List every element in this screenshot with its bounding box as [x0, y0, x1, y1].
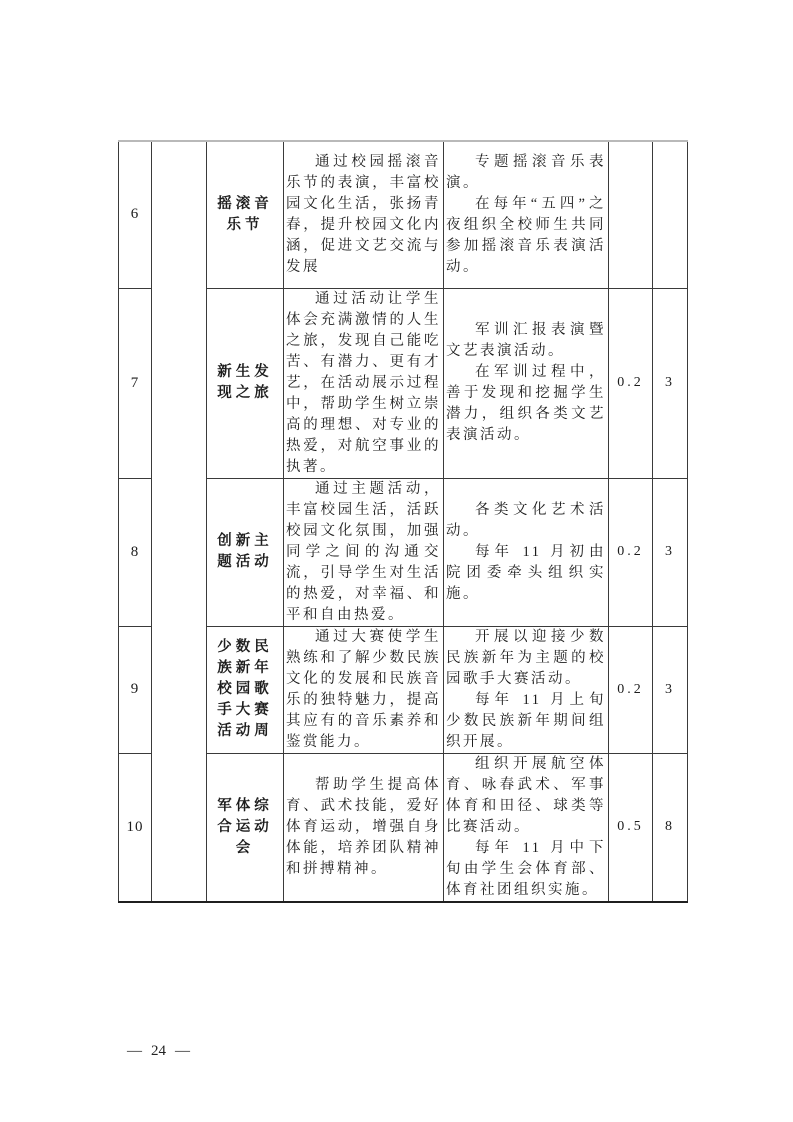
activity-name-cell: 创新主题活动 — [207, 478, 284, 626]
description-cell — [284, 288, 444, 478]
implementation-paragraph: 每年 11 月上旬少数民族新年期间组织开展。 — [446, 691, 606, 750]
page-number: 24 — [151, 1043, 166, 1059]
row-number-cell: 9 — [119, 626, 152, 753]
implementation-cell — [444, 288, 609, 478]
row-number-cell: 10 — [119, 753, 152, 902]
implementation-paragraph: 各类文化艺术活动。 — [446, 501, 606, 539]
implementation-paragraph: 专题摇滚音乐表演。 — [446, 153, 606, 191]
numeric-col-1-cell: 0.5 — [609, 753, 653, 902]
implementation-paragraph: 每年 11 月中下旬由学生会体育部、体育社团组织实施。 — [446, 839, 606, 898]
numeric-col-1-cell: 0.2 — [609, 478, 653, 626]
description-cell — [284, 626, 444, 753]
row-number-cell: 7 — [119, 288, 152, 478]
footer-left-dash: — — [127, 1043, 142, 1059]
page-footer — [127, 1043, 190, 1060]
activities-table — [118, 140, 688, 903]
numeric-col-1-cell: 0.2 — [609, 626, 653, 753]
footer-right-dash: — — [175, 1043, 190, 1059]
activity-name-cell: 摇滚音乐节 — [207, 141, 284, 288]
numeric-col-1-cell — [609, 141, 653, 288]
numeric-col-2-cell: 3 — [653, 626, 688, 753]
implementation-paragraph: 开展以迎接少数民族新年为主题的校园歌手大赛活动。 — [446, 628, 606, 687]
implementation-paragraph: 每年 11 月初由院团委牵头组织实施。 — [446, 543, 606, 602]
implementation-paragraph: 在每年“五四”之夜组织全校师生共同参加摇滚音乐表演活动。 — [446, 195, 606, 275]
description-cell — [284, 753, 444, 902]
activity-name-cell: 军体综合运动会 — [207, 753, 284, 902]
description-text: 帮助学生提高体育、武术技能，爱好体育运动，增强自身体能，培养团队精神和拼搏精神。 — [286, 776, 441, 877]
description-text: 通过大赛使学生熟练和了解少数民族文化的发展和民族音乐的独特魅力，提高其应有的音乐素养和鉴赏能力。 — [286, 628, 441, 750]
description-text: 通过活动让学生体会充满激情的人生之旅，发现自己能吃苦、有潜力、更有才艺，在活动展示过程中，帮助学生树立崇高的理想、对专业的热爱，对航空事业的执著。 — [286, 290, 441, 475]
row-number-cell: 8 — [119, 478, 152, 626]
activity-name-cell: 少数民族新年校园歌手大赛活动周 — [207, 626, 284, 753]
numeric-col-2-cell — [653, 141, 688, 288]
numeric-col-2-cell: 3 — [653, 478, 688, 626]
implementation-cell — [444, 753, 609, 902]
numeric-col-2-cell: 3 — [653, 288, 688, 478]
category-cell — [152, 141, 207, 902]
activity-name-cell: 新生发现之旅 — [207, 288, 284, 478]
implementation-paragraph: 组织开展航空体育、咏春武术、军事体育和田径、球类等比赛活动。 — [446, 755, 606, 835]
numeric-col-2-cell: 8 — [653, 753, 688, 902]
implementation-cell — [444, 141, 609, 288]
table-row — [119, 141, 688, 288]
description-cell — [284, 478, 444, 626]
implementation-paragraph: 军训汇报表演暨文艺表演活动。 — [446, 322, 606, 359]
description-cell — [284, 141, 444, 288]
description-text: 通过主题活动，丰富校园生活，活跃校园文化氛围，加强同学之间的沟通交流，引导学生对生活的热爱，对幸福、和平和自由热爱。 — [286, 480, 441, 623]
numeric-col-1-cell: 0.2 — [609, 288, 653, 478]
description-text: 通过校园摇滚音乐节的表演，丰富校园文化生活，张扬青春，提升校园文化内涵，促进文艺交流与发展 — [286, 153, 441, 275]
row-number-cell: 6 — [119, 141, 152, 288]
implementation-paragraph: 在军训过程中，善于发现和挖掘学生潜力，组织各类文艺表演活动。 — [446, 364, 606, 443]
implementation-cell — [444, 478, 609, 626]
implementation-cell — [444, 626, 609, 753]
